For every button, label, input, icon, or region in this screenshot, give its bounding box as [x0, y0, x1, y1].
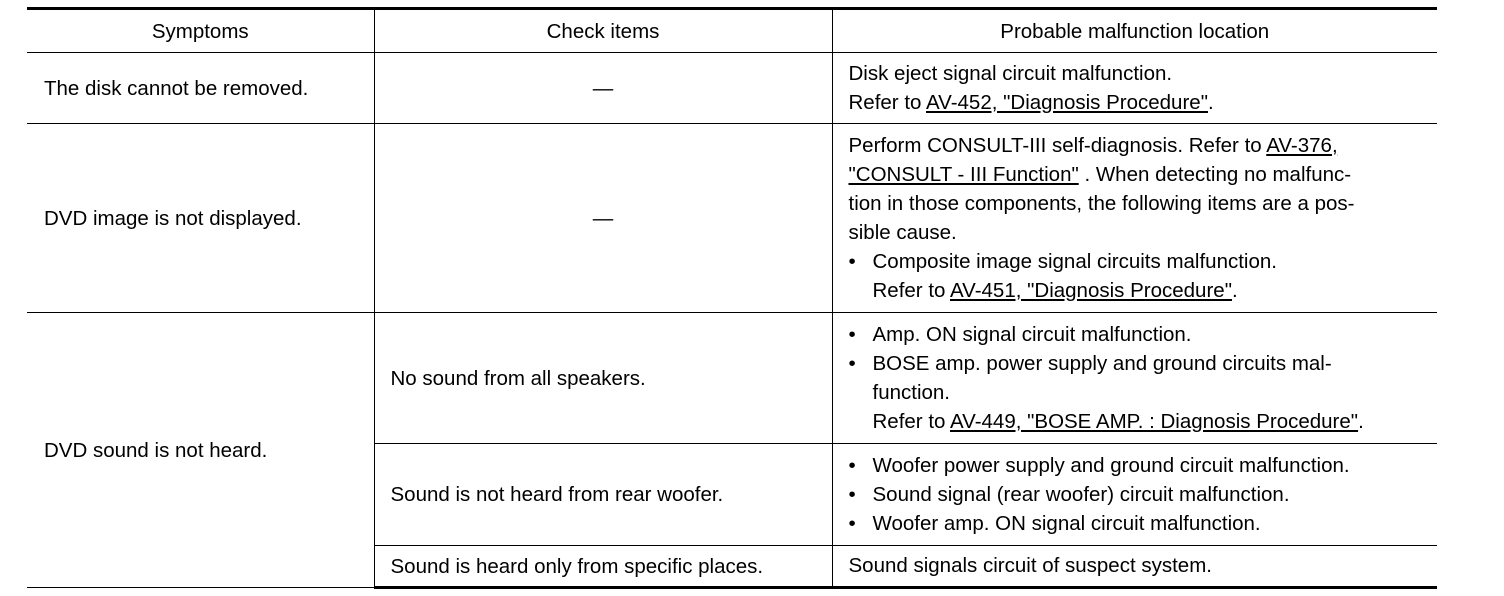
- bullet-item: [849, 247, 1430, 276]
- check-cell: No sound from all speakers.: [374, 313, 832, 444]
- location-text: tion in those components, the following items are a pos-: [848, 191, 1355, 215]
- bullet-continuation: function.: [872, 380, 950, 404]
- location-cell: [832, 124, 1437, 313]
- bullet-text: Woofer power supply and ground circuit malfunction.: [872, 453, 1350, 477]
- refer-prefix: Refer to: [848, 90, 926, 114]
- location-text: . When detecting no malfunc-: [1078, 162, 1352, 186]
- reference-link[interactable]: AV-451, "Diagnosis Procedure": [950, 278, 1232, 302]
- location-text: Perform CONSULT-III self-diagnosis. Refer to: [848, 133, 1267, 157]
- table-row: [27, 124, 1437, 313]
- location-text-line: [849, 160, 1430, 189]
- bullet-item: [849, 320, 1430, 349]
- check-cell: —: [374, 124, 832, 313]
- reference-suffix: .: [1231, 278, 1238, 302]
- bullet-text: Composite image signal circuits malfunction.: [872, 249, 1277, 273]
- bullet-icon: •: [848, 511, 856, 535]
- reference-link[interactable]: "CONSULT - III Function": [848, 162, 1079, 186]
- bullet-icon: •: [848, 482, 856, 506]
- location-cell: Sound signals circuit of suspect system.: [832, 546, 1437, 588]
- bullet-icon: •: [848, 322, 856, 346]
- reference-line: [849, 88, 1430, 117]
- refer-prefix: Refer to: [872, 278, 950, 302]
- symptom-cell: The disk cannot be removed.: [27, 53, 374, 124]
- location-cell: [832, 313, 1437, 444]
- header-check-items: Check items: [374, 9, 832, 53]
- bullet-icon: •: [848, 351, 856, 375]
- location-text: sible cause.: [848, 220, 957, 244]
- reference-suffix: .: [1358, 409, 1364, 433]
- header-symptoms: Symptoms: [27, 9, 374, 53]
- bullet-text: Sound signal (rear woofer) circuit malfunction.: [872, 482, 1290, 506]
- location-text: Disk eject signal circuit malfunction.: [848, 61, 1173, 85]
- reference-suffix: .: [1207, 90, 1214, 114]
- symptom-cell: DVD sound is not heard.: [27, 313, 374, 588]
- bullet-text: BOSE amp. power supply and ground circuits mal-: [872, 351, 1332, 375]
- reference-line: [849, 407, 1430, 436]
- check-cell: Sound is not heard from rear woofer.: [374, 444, 832, 546]
- bullet-item: [849, 349, 1430, 378]
- symptom-cell: DVD image is not displayed.: [27, 124, 374, 313]
- bullet-text: Amp. ON signal circuit malfunction.: [872, 322, 1192, 346]
- bullet-text: Woofer amp. ON signal circuit malfunction.: [872, 511, 1261, 535]
- reference-link[interactable]: AV-452, "Diagnosis Procedure": [926, 90, 1208, 114]
- diagnosis-table: [27, 7, 1437, 589]
- bullet-item: [849, 509, 1430, 538]
- table-row: [27, 53, 1437, 124]
- location-text-line: [849, 131, 1430, 160]
- bullet-icon: •: [848, 453, 856, 477]
- bullet-item: [849, 480, 1430, 509]
- location-cell: [832, 53, 1437, 124]
- bullet-item: [849, 451, 1430, 480]
- location-cell: [832, 444, 1437, 546]
- reference-line: [849, 276, 1430, 305]
- header-location: Probable malfunction location: [832, 9, 1437, 53]
- reference-link[interactable]: AV-449, "BOSE AMP. : Diagnosis Procedure": [950, 409, 1359, 433]
- check-cell: —: [374, 53, 832, 124]
- bullet-icon: •: [848, 249, 856, 273]
- check-cell: Sound is heard only from specific places.: [374, 546, 832, 588]
- reference-link[interactable]: AV-376,: [1266, 133, 1338, 157]
- refer-prefix: Refer to: [872, 409, 950, 433]
- table-row: [27, 313, 1437, 444]
- header-row: [27, 9, 1437, 53]
